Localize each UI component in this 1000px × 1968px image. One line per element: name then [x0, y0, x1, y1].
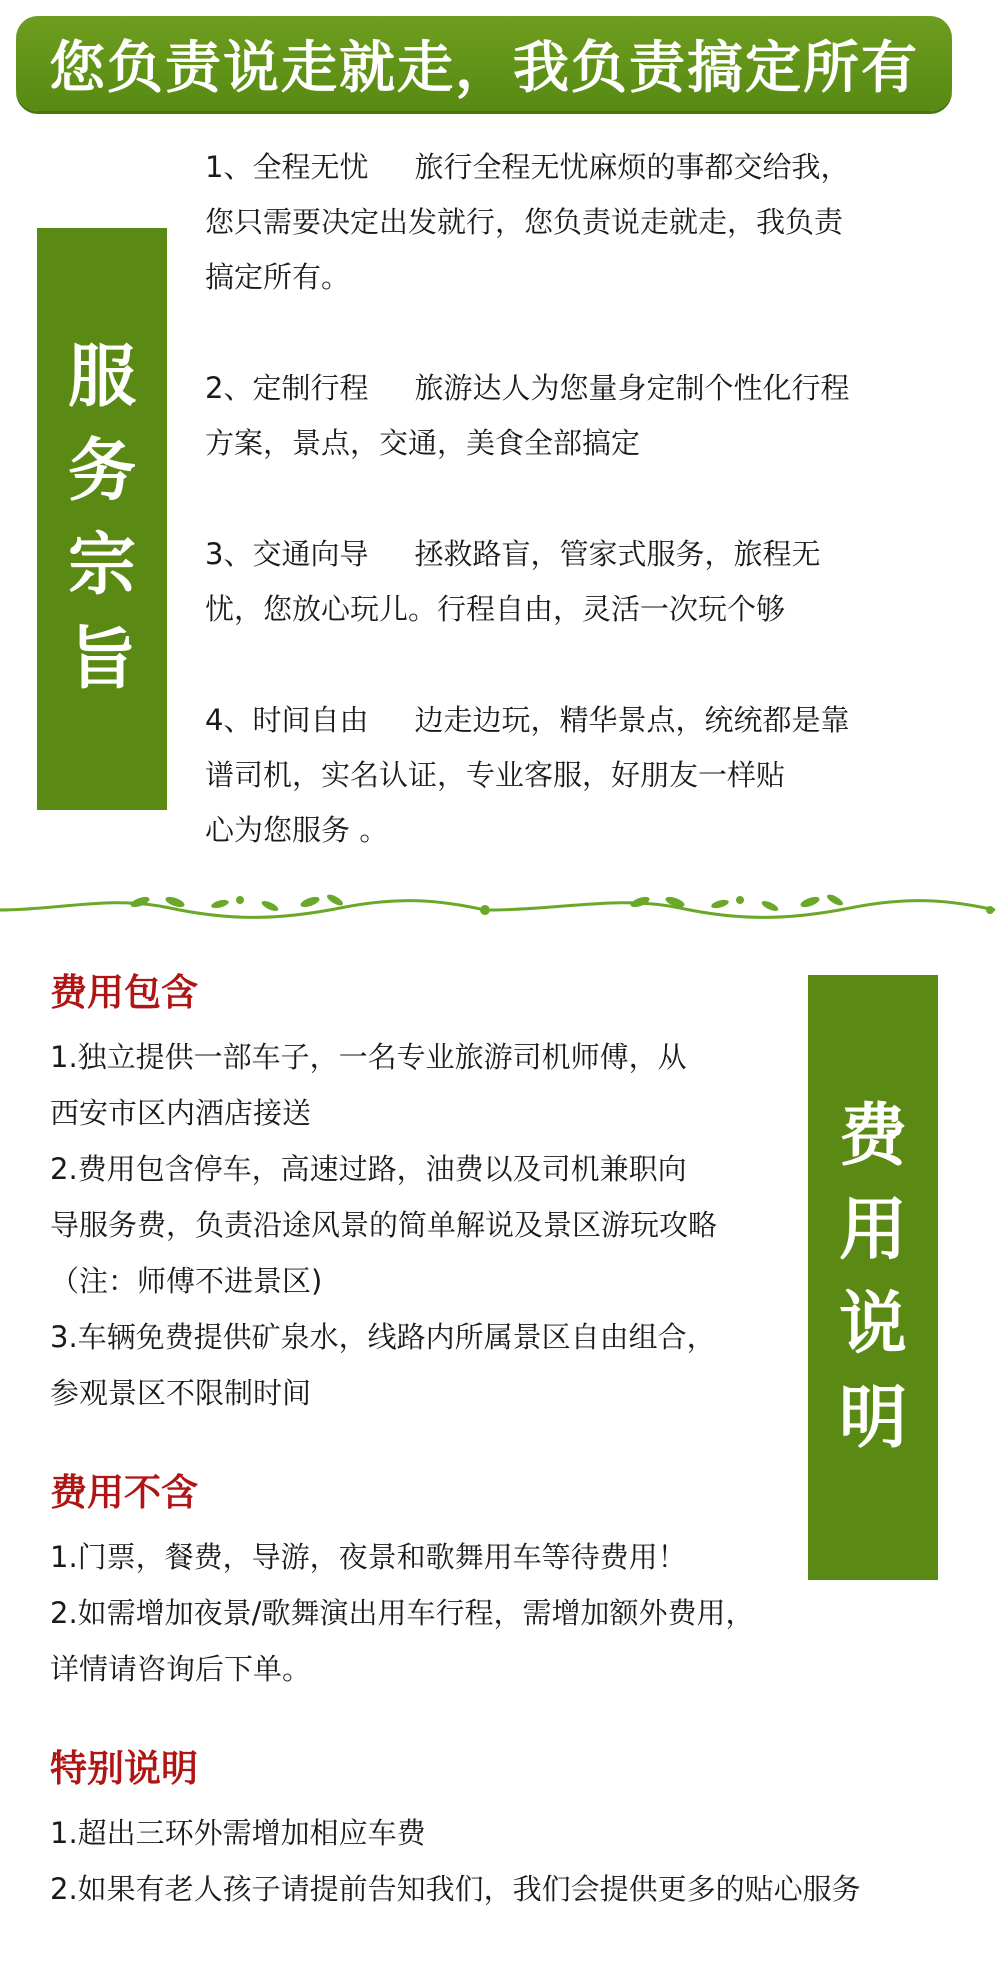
fee-special-block	[50, 1741, 861, 1917]
service-item	[205, 140, 945, 305]
fee-line: 详情请咨询后下单。	[50, 1652, 312, 1686]
service-item-line: 方案，景点，交通，美食全部搞定	[205, 426, 641, 460]
fee-line: 2.如果有老人孩子请提前告知我们，我们会提供更多的贴心服务	[50, 1872, 861, 1906]
service-label-char: 务	[67, 432, 136, 511]
service-label-char: 宗	[67, 526, 136, 605]
vine-leaves	[129, 892, 994, 915]
service-item-line: 4、时间自由 边走边玩，精华景点，统统都是靠	[205, 703, 850, 737]
fee-line: 3.车辆免费提供矿泉水，线路内所属景区自由组合，	[50, 1320, 716, 1354]
fee-label-char: 明	[838, 1378, 907, 1458]
fee-special-heading: 特别说明	[50, 1747, 198, 1790]
fee-line: 西安市区内酒店接送	[50, 1096, 312, 1130]
fee-included-heading: 费用包含	[50, 971, 198, 1014]
service-item-line: 2、定制行程 旅游达人为您量身定制个性化行程	[205, 371, 850, 405]
service-item	[205, 361, 945, 471]
fee-line: 1.独立提供一部车子，一名专业旅游司机师傅，从	[50, 1040, 687, 1074]
service-item-line: 搞定所有。	[205, 260, 351, 294]
service-item	[205, 527, 945, 637]
service-item-line: 您只需要决定出发就行，您负责说走就走，我负责	[205, 205, 844, 239]
fee-included-block	[50, 965, 790, 1421]
fee-excluded-block	[50, 1465, 790, 1697]
fee-line: （注：师傅不进景区)	[50, 1264, 323, 1298]
fee-line: 导服务费，负责沿途风景的简单解说及景区游玩攻略	[50, 1208, 718, 1242]
fee-line: 2.费用包含停车，高速过路，油费以及司机兼职向	[50, 1152, 687, 1186]
service-label-char: 服	[67, 338, 136, 417]
service-item-line: 忧，您放心玩儿。行程自由，灵活一次玩个够	[205, 592, 786, 626]
service-item	[205, 693, 945, 858]
fee-line: 1.超出三环外需增加相应车费	[50, 1816, 426, 1850]
fee-line: 1.门票，餐费，导游，夜景和歌舞用车等待费用！	[50, 1540, 687, 1574]
fee-label-char: 说	[838, 1284, 907, 1364]
fee-content	[50, 965, 861, 1917]
fee-explanation-label	[808, 975, 938, 1580]
service-purpose-label	[37, 228, 167, 810]
service-list	[205, 140, 945, 914]
fee-excluded-heading: 费用不含	[50, 1471, 198, 1514]
service-item-line: 谱司机，实名认证，专业客服，好朋友一样贴	[205, 758, 786, 792]
fee-line: 参观景区不限制时间	[50, 1376, 312, 1410]
header-banner	[16, 16, 952, 111]
service-item-line: 3、交通向导 拯救路盲，管家式服务，旅程无	[205, 537, 821, 571]
vine-divider	[0, 880, 1000, 940]
service-label-char: 旨	[67, 620, 136, 699]
service-item-line: 心为您服务 。	[205, 813, 389, 847]
fee-line: 2.如需增加夜景/歌舞演出用车行程，需增加额外费用，	[50, 1596, 755, 1630]
fee-label-char: 费	[838, 1096, 907, 1176]
service-item-line: 1、全程无忧 旅行全程无忧麻烦的事都交给我，	[205, 150, 850, 184]
fee-label-char: 用	[838, 1190, 907, 1270]
banner-title: 您负责说走就走，我负责搞定所有	[49, 35, 919, 101]
